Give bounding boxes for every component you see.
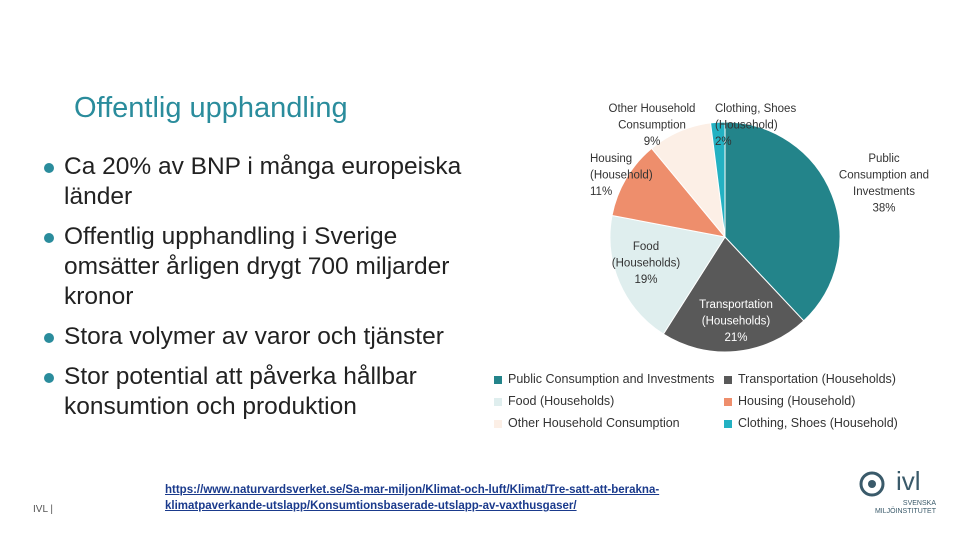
bullet-list — [44, 152, 464, 432]
bullet-item — [44, 222, 464, 312]
bullet-item — [44, 322, 464, 352]
bullet-text: Stor potential att påverka hållbar konsumtion och produktion — [64, 363, 417, 420]
legend-item — [724, 394, 855, 408]
legend-item — [494, 372, 714, 386]
bullet-dot-icon — [44, 373, 54, 383]
slide-title: Offentlig upphandling — [74, 92, 348, 124]
bullet-dot-icon — [44, 163, 54, 173]
bullet-item — [44, 362, 464, 422]
bullet-dot-icon — [44, 333, 54, 343]
legend-swatch — [724, 376, 732, 384]
legend-swatch — [724, 420, 732, 428]
legend-item — [724, 372, 896, 386]
bullet-text: Ca 20% av BNP i många europeiska länder — [64, 153, 462, 210]
bullet-text: Stora volymer av varor och tjänster — [64, 323, 444, 350]
logo-text: ivl — [896, 466, 921, 496]
legend-item — [724, 416, 898, 430]
legend-label: Housing (Household) — [738, 394, 856, 408]
slice-label: Clothing, Shoes (Household) 2% — [715, 103, 797, 148]
slice-label: Housing (Household) 11% — [590, 153, 653, 198]
legend-label: Transportation (Households) — [738, 372, 896, 386]
bullet-text: Offentlig upphandling i Sverige omsätter årligen drygt 700 miljarder kronor — [64, 223, 450, 310]
slice-label: Food (Households) 19% — [611, 241, 681, 286]
legend-swatch — [494, 376, 502, 384]
legend-label: Public Consumption and Investments — [508, 372, 715, 386]
legend-item — [494, 394, 614, 408]
legend-label: Food (Households) — [508, 394, 615, 408]
footer-text: IVL | — [33, 504, 54, 515]
legend-swatch — [494, 420, 502, 428]
slice-label: Other Household Consumption 9% — [608, 103, 696, 148]
legend-item — [494, 416, 680, 430]
bullet-dot-icon — [44, 233, 54, 243]
source-link[interactable]: https://www.naturvardsverket.se/Sa-mar-miljon/Klimat-och-luft/Klimat/Tre-satt-att-berakna-klimatpaverkande-utslapp/Konsumtionsbaserade-utslapp-av-vaxthusgaser/ — [165, 484, 660, 512]
slice-label: Public Consumption and Investments 38% — [838, 153, 930, 215]
legend-label: Other Household Consumption — [508, 416, 680, 430]
slice-label: Transportation (Households) 21% — [699, 299, 773, 344]
logo-subtext: SVENSKA MILJÖINSTITUTET — [874, 500, 936, 515]
legend-swatch — [494, 398, 502, 406]
legend-label: Clothing, Shoes (Household) — [738, 416, 898, 430]
legend-swatch — [724, 398, 732, 406]
bullet-item — [44, 152, 464, 212]
